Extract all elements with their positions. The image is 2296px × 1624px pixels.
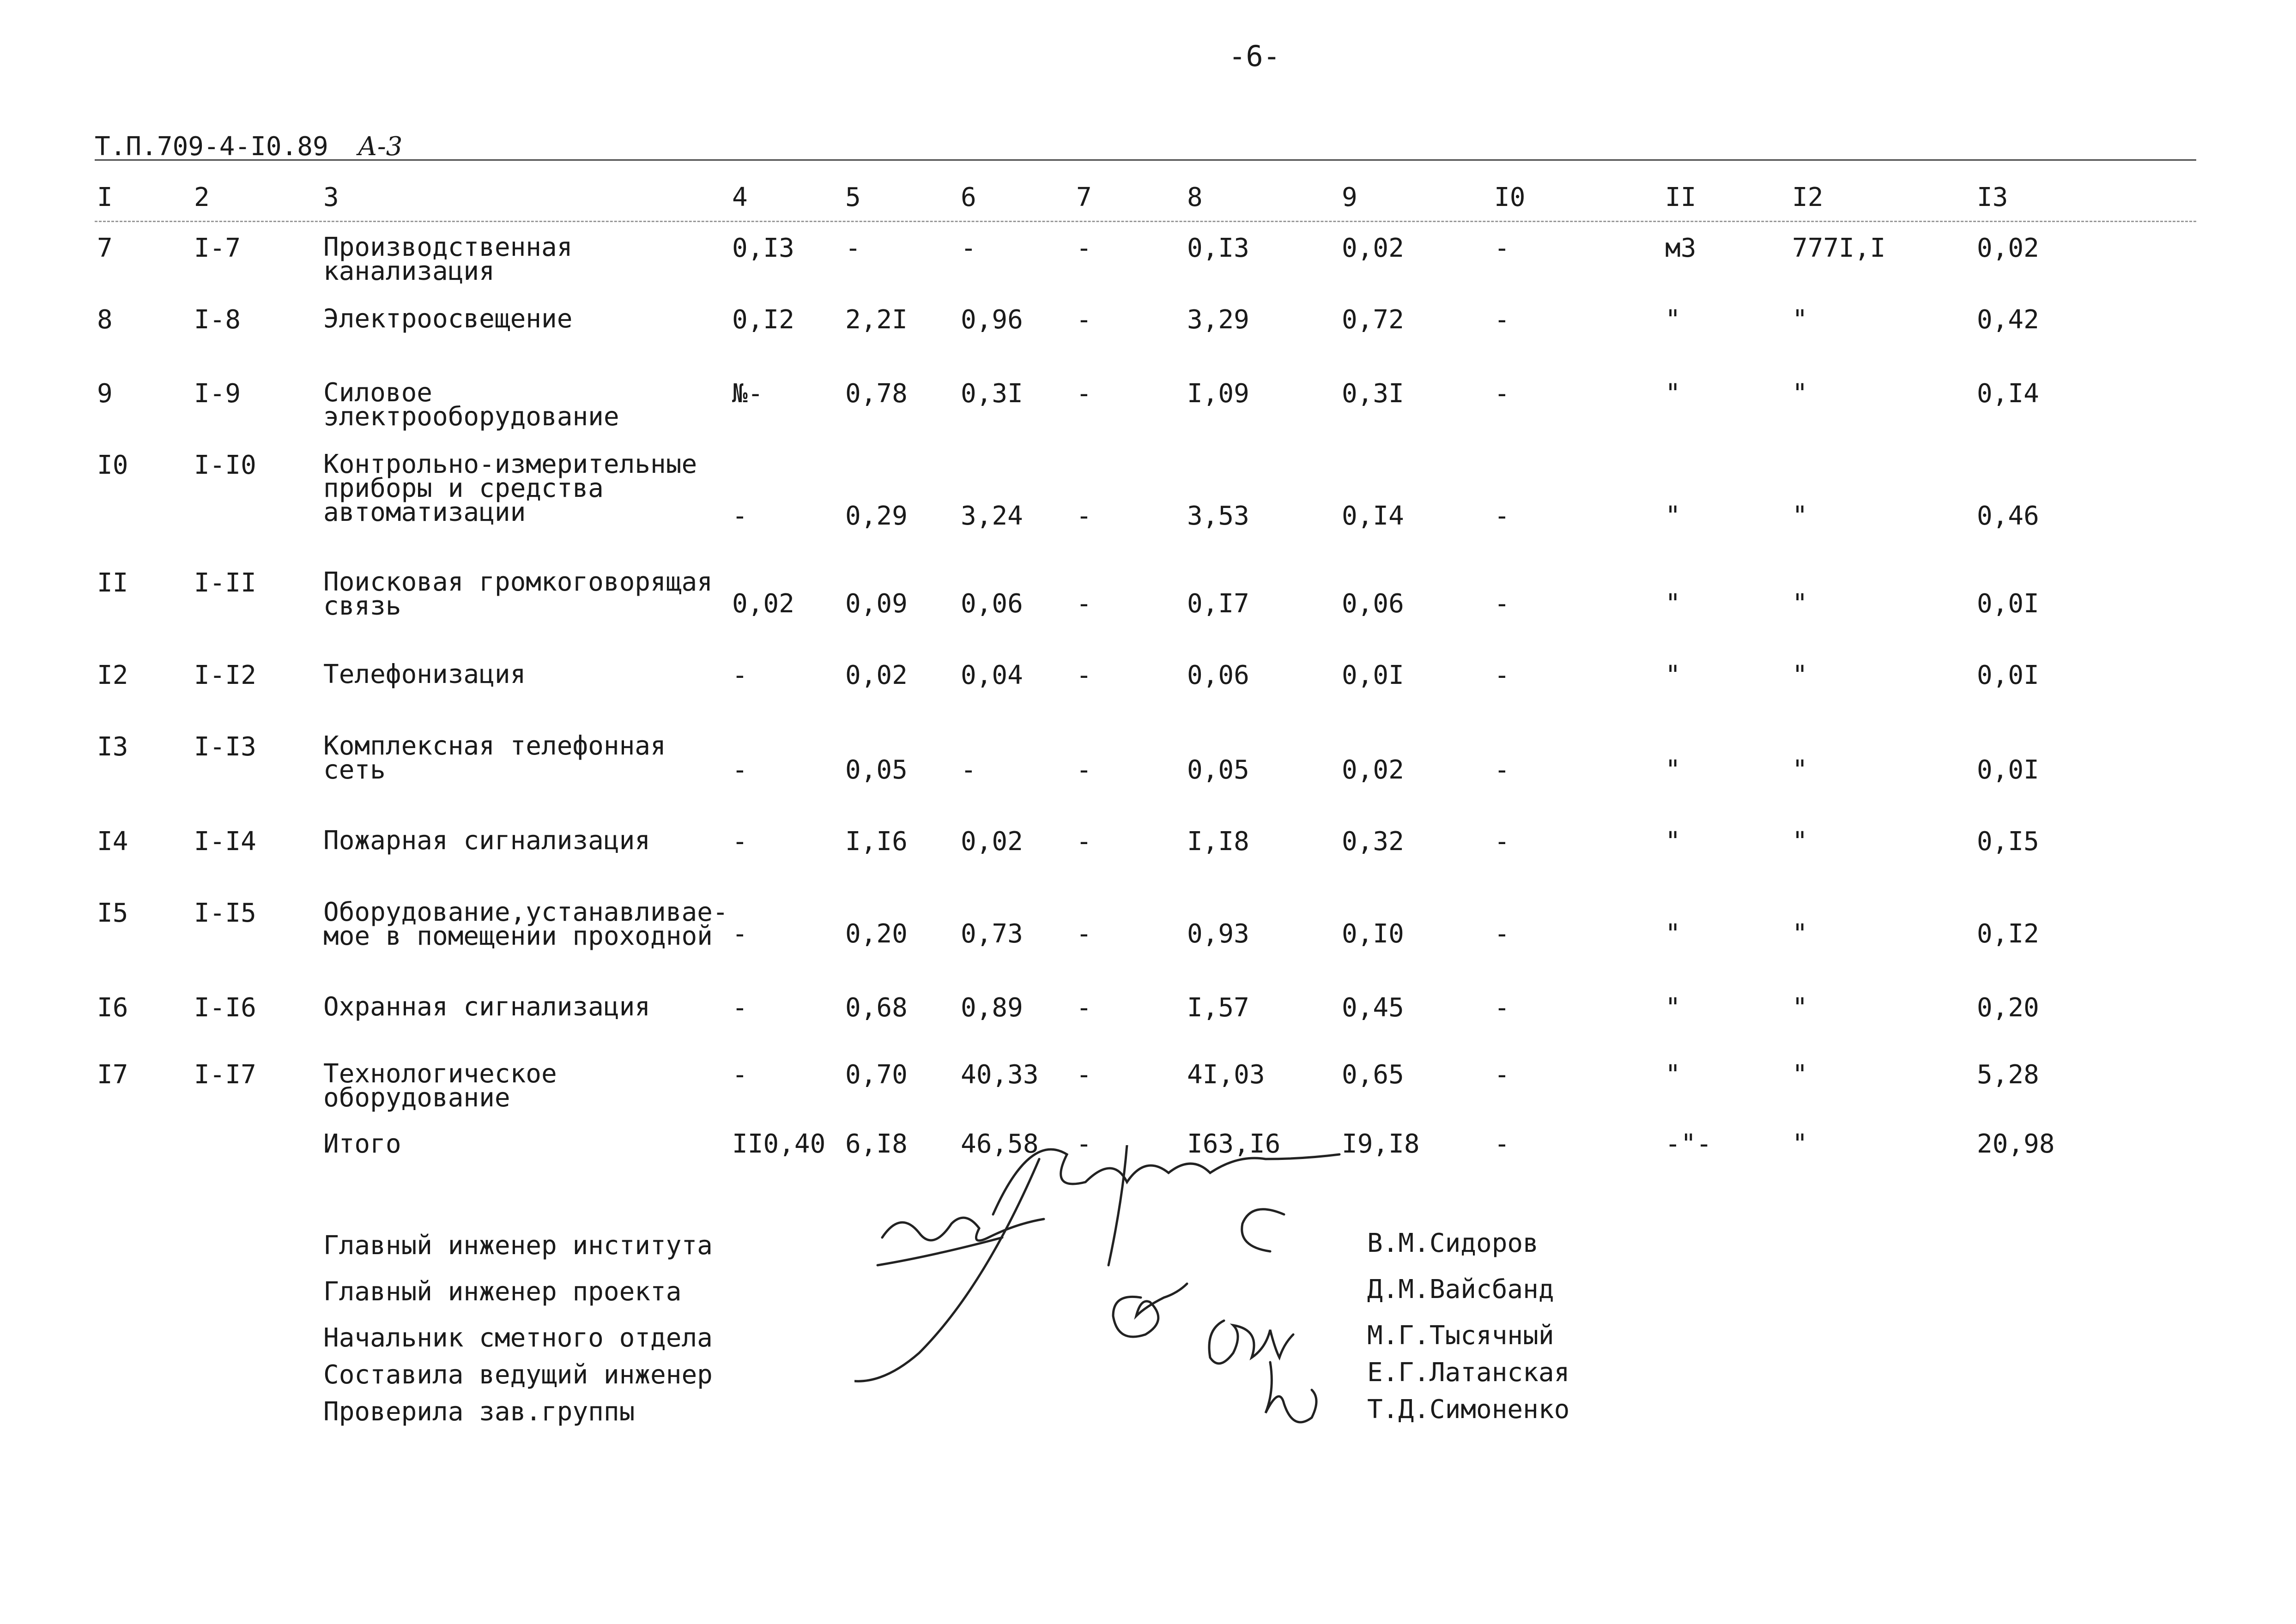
table-cell: 9 [97,379,113,409]
table-cell-name: Охранная сигнализация [323,992,651,1022]
table-cell: 7 [97,233,113,263]
table-cell-name: Технологическое оборудование [323,1059,557,1113]
table-cell: - [1494,919,1510,949]
table-cell: 0,I7 [1187,589,1249,619]
table-cell: I,I8 [1187,827,1249,857]
table-cell: 0,02 [845,660,908,690]
table-cell: 0,02 [1977,233,2039,263]
table-cell-name: Поисковая громкоговорящая связь [323,567,713,621]
table-cell: 0,02 [1342,233,1404,263]
table-cell: I-I3 [194,732,256,762]
table-cell: 3,24 [961,501,1023,531]
table-cell: 4I,03 [1187,1060,1265,1090]
table-cell: - [1494,305,1510,335]
table-cell: - [1494,827,1510,857]
table-cell: I7 [97,1060,128,1090]
table-cell: - [1494,660,1510,690]
signer-title: Начальник сметного отдела [323,1323,713,1353]
table-cell: 0,I3 [732,233,794,263]
table-cell: I,I6 [845,827,908,857]
table-cell: 40,33 [961,1060,1039,1090]
total-cell: 6,I8 [845,1129,908,1159]
table-cell: 0,65 [1342,1060,1404,1090]
table-cell: 0,3I [1342,379,1404,409]
table-cell: 0,06 [961,589,1023,619]
table-cell-name: Телефонизация [323,659,526,689]
table-cell: 0,02 [961,827,1023,857]
signer-title: Проверила зав.группы [323,1397,635,1427]
table-cell: I-I7 [194,1060,256,1090]
table-cell: " [1665,589,1681,619]
table-cell: 0,I4 [1342,501,1404,531]
table-cell: - [1076,827,1092,857]
table-cell: 0,I5 [1977,827,2039,857]
table-cell: I,57 [1187,993,1249,1023]
column-header: 7 [1076,182,1092,212]
table-cell: " [1792,1060,1808,1090]
table-cell: I-I6 [194,993,256,1023]
table-cell: 0,02 [732,589,794,619]
total-cell: " [1792,1129,1808,1159]
table-cell: 0,70 [845,1060,908,1090]
table-cell: " [1665,993,1681,1023]
table-cell: - [1076,660,1092,690]
table-cell: - [732,755,748,785]
column-header: 9 [1342,182,1357,212]
table-cell: 0,0I [1977,660,2039,690]
table-cell: - [1076,233,1092,263]
table-cell: " [1792,589,1808,619]
table-cell: 0,93 [1187,919,1249,949]
total-cell: II0,40 [732,1129,826,1159]
table-cell: - [1076,755,1092,785]
table-cell: - [845,233,861,263]
table-cell: - [1494,589,1510,619]
total-cell: -"- [1665,1129,1712,1159]
table-cell: 0,89 [961,993,1023,1023]
table-cell: 0,I0 [1342,919,1404,949]
column-header: I3 [1977,182,2008,212]
table-cell: 0,73 [961,919,1023,949]
table-cell: " [1792,660,1808,690]
table-cell-name: Оборудование,устанавливае-мое в помещении проходной [323,897,728,951]
total-cell: I63,I6 [1187,1129,1281,1159]
table-cell: №- [732,379,763,409]
table-cell: 0,32 [1342,827,1404,857]
table-cell: I-7 [194,233,241,263]
table-cell: - [732,501,748,531]
table-cell: 0,I2 [1977,919,2039,949]
table-cell: - [732,660,748,690]
table-cell: 3,53 [1187,501,1249,531]
table-cell: 0,20 [1977,993,2039,1023]
table-cell: I3 [97,732,128,762]
table-cell: 0,68 [845,993,908,1023]
table-cell: I0 [97,450,128,480]
signer-title: Главный инженер проекта [323,1277,682,1307]
total-cell: - [1494,1129,1510,1159]
table-cell: - [1076,993,1092,1023]
table-cell: - [732,993,748,1023]
column-header: 4 [732,182,748,212]
total-cell: 46,58 [961,1129,1039,1159]
column-header: 6 [961,182,976,212]
table-cell: 0,45 [1342,993,1404,1023]
table-cell: - [732,827,748,857]
document-code-handwritten: А-3 [357,132,403,162]
table-cell-name: Контрольно-измерительные приборы и средства автоматизации [323,449,697,527]
table-cell: I,09 [1187,379,1249,409]
signer-name: В.М.Сидоров [1367,1228,1539,1258]
table-cell: 0,I4 [1977,379,2039,409]
table-cell: " [1792,755,1808,785]
table-cell: 0,46 [1977,501,2039,531]
table-cell: 777I,I [1792,233,1886,263]
table-cell: - [1494,501,1510,531]
table-cell: - [961,233,976,263]
table-cell: " [1665,755,1681,785]
table-cell: " [1792,501,1808,531]
table-cell: - [1494,755,1510,785]
header-top-rule [95,159,2196,161]
table-cell: 0,05 [1187,755,1249,785]
table-cell: 0,72 [1342,305,1404,335]
table-cell: I-I4 [194,827,256,857]
column-header: I0 [1494,182,1526,212]
table-cell: м3 [1665,233,1696,263]
table-cell: - [1076,305,1092,335]
table-cell: " [1792,379,1808,409]
table-cell: 5,28 [1977,1060,2039,1090]
table-cell: 0,06 [1187,660,1249,690]
column-header: I2 [1792,182,1823,212]
table-cell-name: Комплексная телефонная сеть [323,731,666,785]
signer-name: Т.Д.Симоненко [1367,1395,1570,1425]
table-cell: 0,0I [1977,589,2039,619]
table-cell: - [1494,233,1510,263]
table-cell: 0,20 [845,919,908,949]
table-cell: I-I5 [194,898,256,928]
document-code [95,132,402,162]
total-cell: - [1076,1129,1092,1159]
table-cell: " [1665,827,1681,857]
total-cell: I9,I8 [1342,1129,1420,1159]
column-header: 5 [845,182,861,212]
signer-name: Е.Г.Латанская [1367,1358,1570,1388]
table-cell: - [1076,589,1092,619]
table-cell: - [1076,919,1092,949]
table-cell: I-I0 [194,450,256,480]
table-cell: " [1665,501,1681,531]
table-cell: - [1076,379,1092,409]
table-cell: II [97,568,128,598]
table-cell: 0,06 [1342,589,1404,619]
table-cell: 0,96 [961,305,1023,335]
table-cell: " [1792,827,1808,857]
table-cell: " [1792,305,1808,335]
table-cell: I4 [97,827,128,857]
table-cell: " [1665,379,1681,409]
page-number: -6- [1229,39,1280,73]
table-cell: 0,04 [961,660,1023,690]
column-header: 8 [1187,182,1203,212]
signer-title: Составила ведущий инженер [323,1360,713,1390]
column-header: II [1665,182,1696,212]
table-cell: " [1665,919,1681,949]
table-cell-name: Пожарная сигнализация [323,826,651,856]
table-cell: 2,2I [845,305,908,335]
signer-name: М.Г.Тысячный [1367,1321,1554,1351]
table-cell: 0,42 [1977,305,2039,335]
table-cell: - [1076,501,1092,531]
table-cell: " [1665,660,1681,690]
document-code-text: Т.П.709-4-I0.89 [95,132,328,162]
table-cell: I-II [194,568,256,598]
table-cell: - [1494,379,1510,409]
column-header: 2 [194,182,210,212]
column-header: I [97,182,113,212]
table-cell: " [1665,305,1681,335]
table-cell: 0,78 [845,379,908,409]
signer-title: Главный инженер института [323,1231,713,1261]
table-cell: - [732,1060,748,1090]
table-cell: - [1076,1060,1092,1090]
table-cell: 0,05 [845,755,908,785]
table-cell: - [1494,993,1510,1023]
header-bottom-rule [95,221,2196,222]
table-cell: 0,I2 [732,305,794,335]
table-cell: - [1494,1060,1510,1090]
table-cell-name: Силовое электрооборудование [323,378,619,432]
table-cell-name: Производственная канализация [323,232,573,286]
table-cell: 0,09 [845,589,908,619]
table-cell: 0,I3 [1187,233,1249,263]
total-label: Итого [323,1129,401,1159]
table-cell: I-9 [194,379,241,409]
table-cell: I-8 [194,305,241,335]
table-cell: 0,0I [1342,660,1404,690]
signer-name: Д.М.Вайсбанд [1367,1274,1554,1304]
table-cell: 0,29 [845,501,908,531]
table-cell: " [1792,993,1808,1023]
table-cell: I-I2 [194,660,256,690]
column-header: 3 [323,182,339,212]
table-cell: " [1792,919,1808,949]
table-cell: " [1665,1060,1681,1090]
table-cell: - [732,919,748,949]
table-cell: 0,02 [1342,755,1404,785]
table-cell: 8 [97,305,113,335]
table-cell: I6 [97,993,128,1023]
table-cell: I5 [97,898,128,928]
table-cell: 3,29 [1187,305,1249,335]
table-cell: 0,3I [961,379,1023,409]
table-cell: - [961,755,976,785]
table-cell: 0,0I [1977,755,2039,785]
handwritten-signatures [854,1145,1478,1459]
table-cell-name: Электроосвещение [323,304,573,334]
total-cell: 20,98 [1977,1129,2055,1159]
table-cell: I2 [97,660,128,690]
